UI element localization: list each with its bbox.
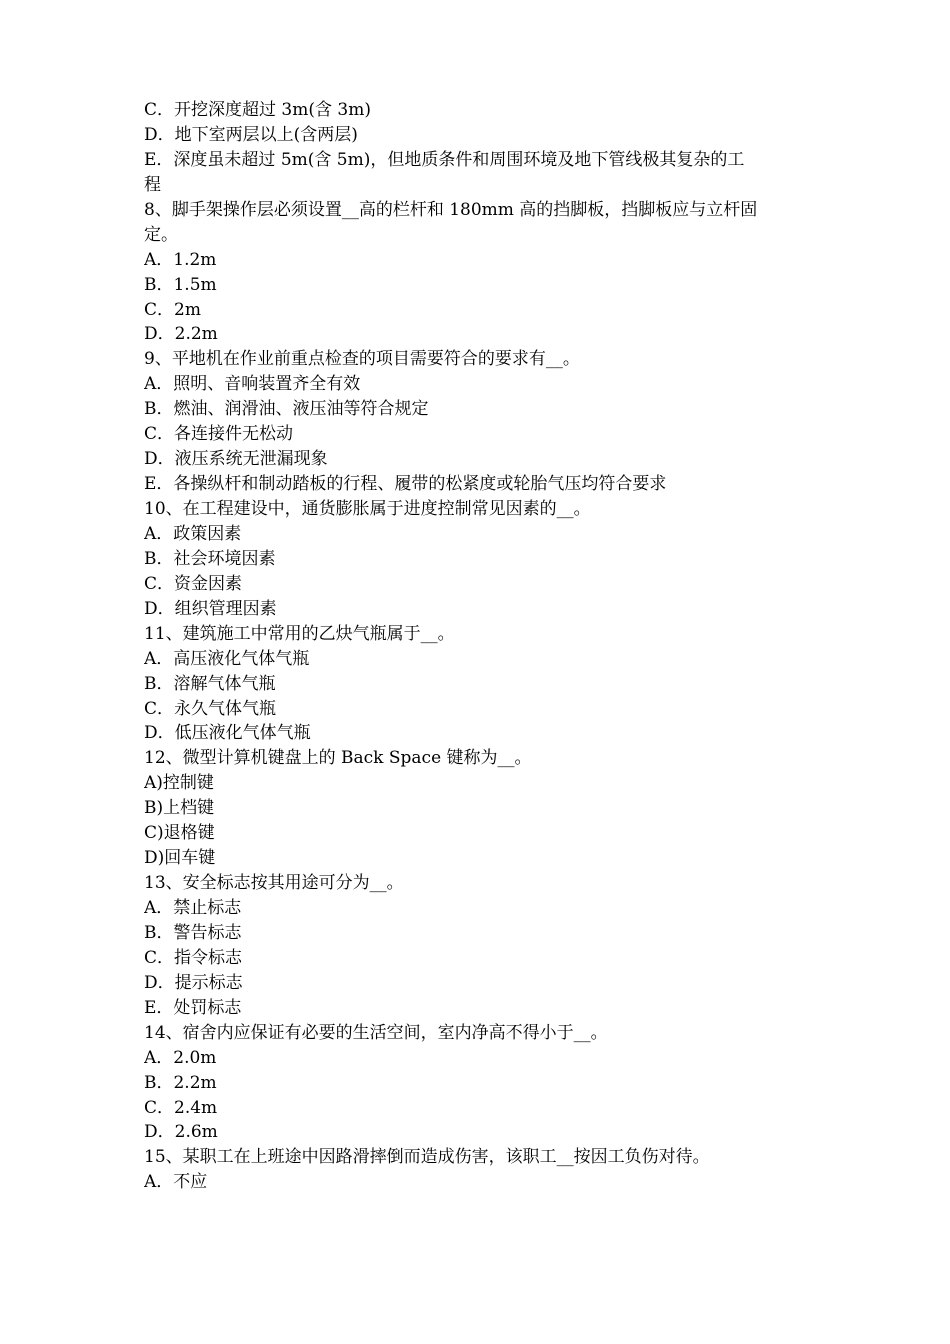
option-line: C．2.4m bbox=[144, 1097, 218, 1118]
option-line: C)退格键 bbox=[144, 823, 215, 844]
question-8-continuation: 定。 bbox=[144, 224, 178, 245]
option-line: D．提示标志 bbox=[144, 972, 243, 993]
option-line: B．溶解气体气瓶 bbox=[144, 673, 276, 694]
option-line: D．2.6m bbox=[144, 1122, 218, 1143]
option-line: D．地下室两层以上(含两层) bbox=[144, 124, 358, 145]
option-line: A．禁止标志 bbox=[144, 898, 242, 918]
option-line: A．2.0m bbox=[144, 1047, 217, 1068]
option-line: E．处罚标志 bbox=[144, 997, 242, 1018]
option-line-continuation: 程 bbox=[144, 174, 161, 195]
question-9: 9、平地机在作业前重点检查的项目需要符合的要求有__。 bbox=[144, 349, 580, 370]
question-13: 13、安全标志按其用途可分为__。 bbox=[144, 873, 404, 894]
option-line: E．深度虽未超过 5m(含 5m)，但地质条件和周围环境及地下管线极其复杂的工 bbox=[144, 149, 745, 170]
question-10: 10、在工程建设中，通货膨胀属于进度控制常见因素的__。 bbox=[144, 499, 591, 519]
option-line: A)控制键 bbox=[144, 773, 214, 794]
option-line: C．开挖深度超过 3m(含 3m) bbox=[144, 100, 371, 120]
question-15: 15、某职工在上班途中因路滑摔倒而造成伤害，该职工__按因工负伤对待。 bbox=[144, 1147, 710, 1168]
option-line: D．液压系统无泄漏现象 bbox=[144, 449, 328, 470]
option-line: C．各连接件无松动 bbox=[144, 424, 294, 445]
document-body bbox=[144, 98, 812, 1195]
option-line: B．社会环境因素 bbox=[144, 548, 276, 569]
option-line: A．高压液化气体气瓶 bbox=[144, 648, 310, 669]
option-line: C．资金因素 bbox=[144, 573, 243, 594]
option-line: A．不应 bbox=[144, 1172, 208, 1193]
question-8: 8、脚手架操作层必须设置__高的栏杆和 180mm 高的挡脚板，挡脚板应与立杆固 bbox=[144, 199, 758, 220]
option-line: C．永久气体气瓶 bbox=[144, 698, 277, 719]
option-line: B．燃油、润滑油、液压油等符合规定 bbox=[144, 399, 429, 420]
option-line: E．各操纵杆和制动踏板的行程、履带的松紧度或轮胎气压均符合要求 bbox=[144, 474, 667, 495]
question-14: 14、宿舍内应保证有必要的生活空间，室内净高不得小于__。 bbox=[144, 1022, 608, 1043]
option-line: B．2.2m bbox=[144, 1072, 217, 1093]
option-line: A．照明、音响装置齐全有效 bbox=[144, 374, 361, 395]
question-12: 12、微型计算机键盘上的 Back Space 键称为__。 bbox=[144, 748, 532, 769]
option-line: B．1.5m bbox=[144, 274, 217, 295]
option-line: C．2m bbox=[144, 299, 201, 320]
option-line: D．低压液化气体气瓶 bbox=[144, 723, 311, 744]
question-11: 11、建筑施工中常用的乙炔气瓶属于__。 bbox=[144, 623, 455, 644]
option-line: D)回车键 bbox=[144, 848, 216, 869]
option-line: D．组织管理因素 bbox=[144, 598, 277, 619]
option-line: A．政策因素 bbox=[144, 523, 242, 544]
option-line: B)上档键 bbox=[144, 798, 215, 819]
option-line: C．指令标志 bbox=[144, 947, 243, 968]
option-line: A．1.2m bbox=[144, 249, 217, 270]
option-line: B．警告标志 bbox=[144, 922, 242, 943]
option-line: D．2.2m bbox=[144, 324, 218, 345]
